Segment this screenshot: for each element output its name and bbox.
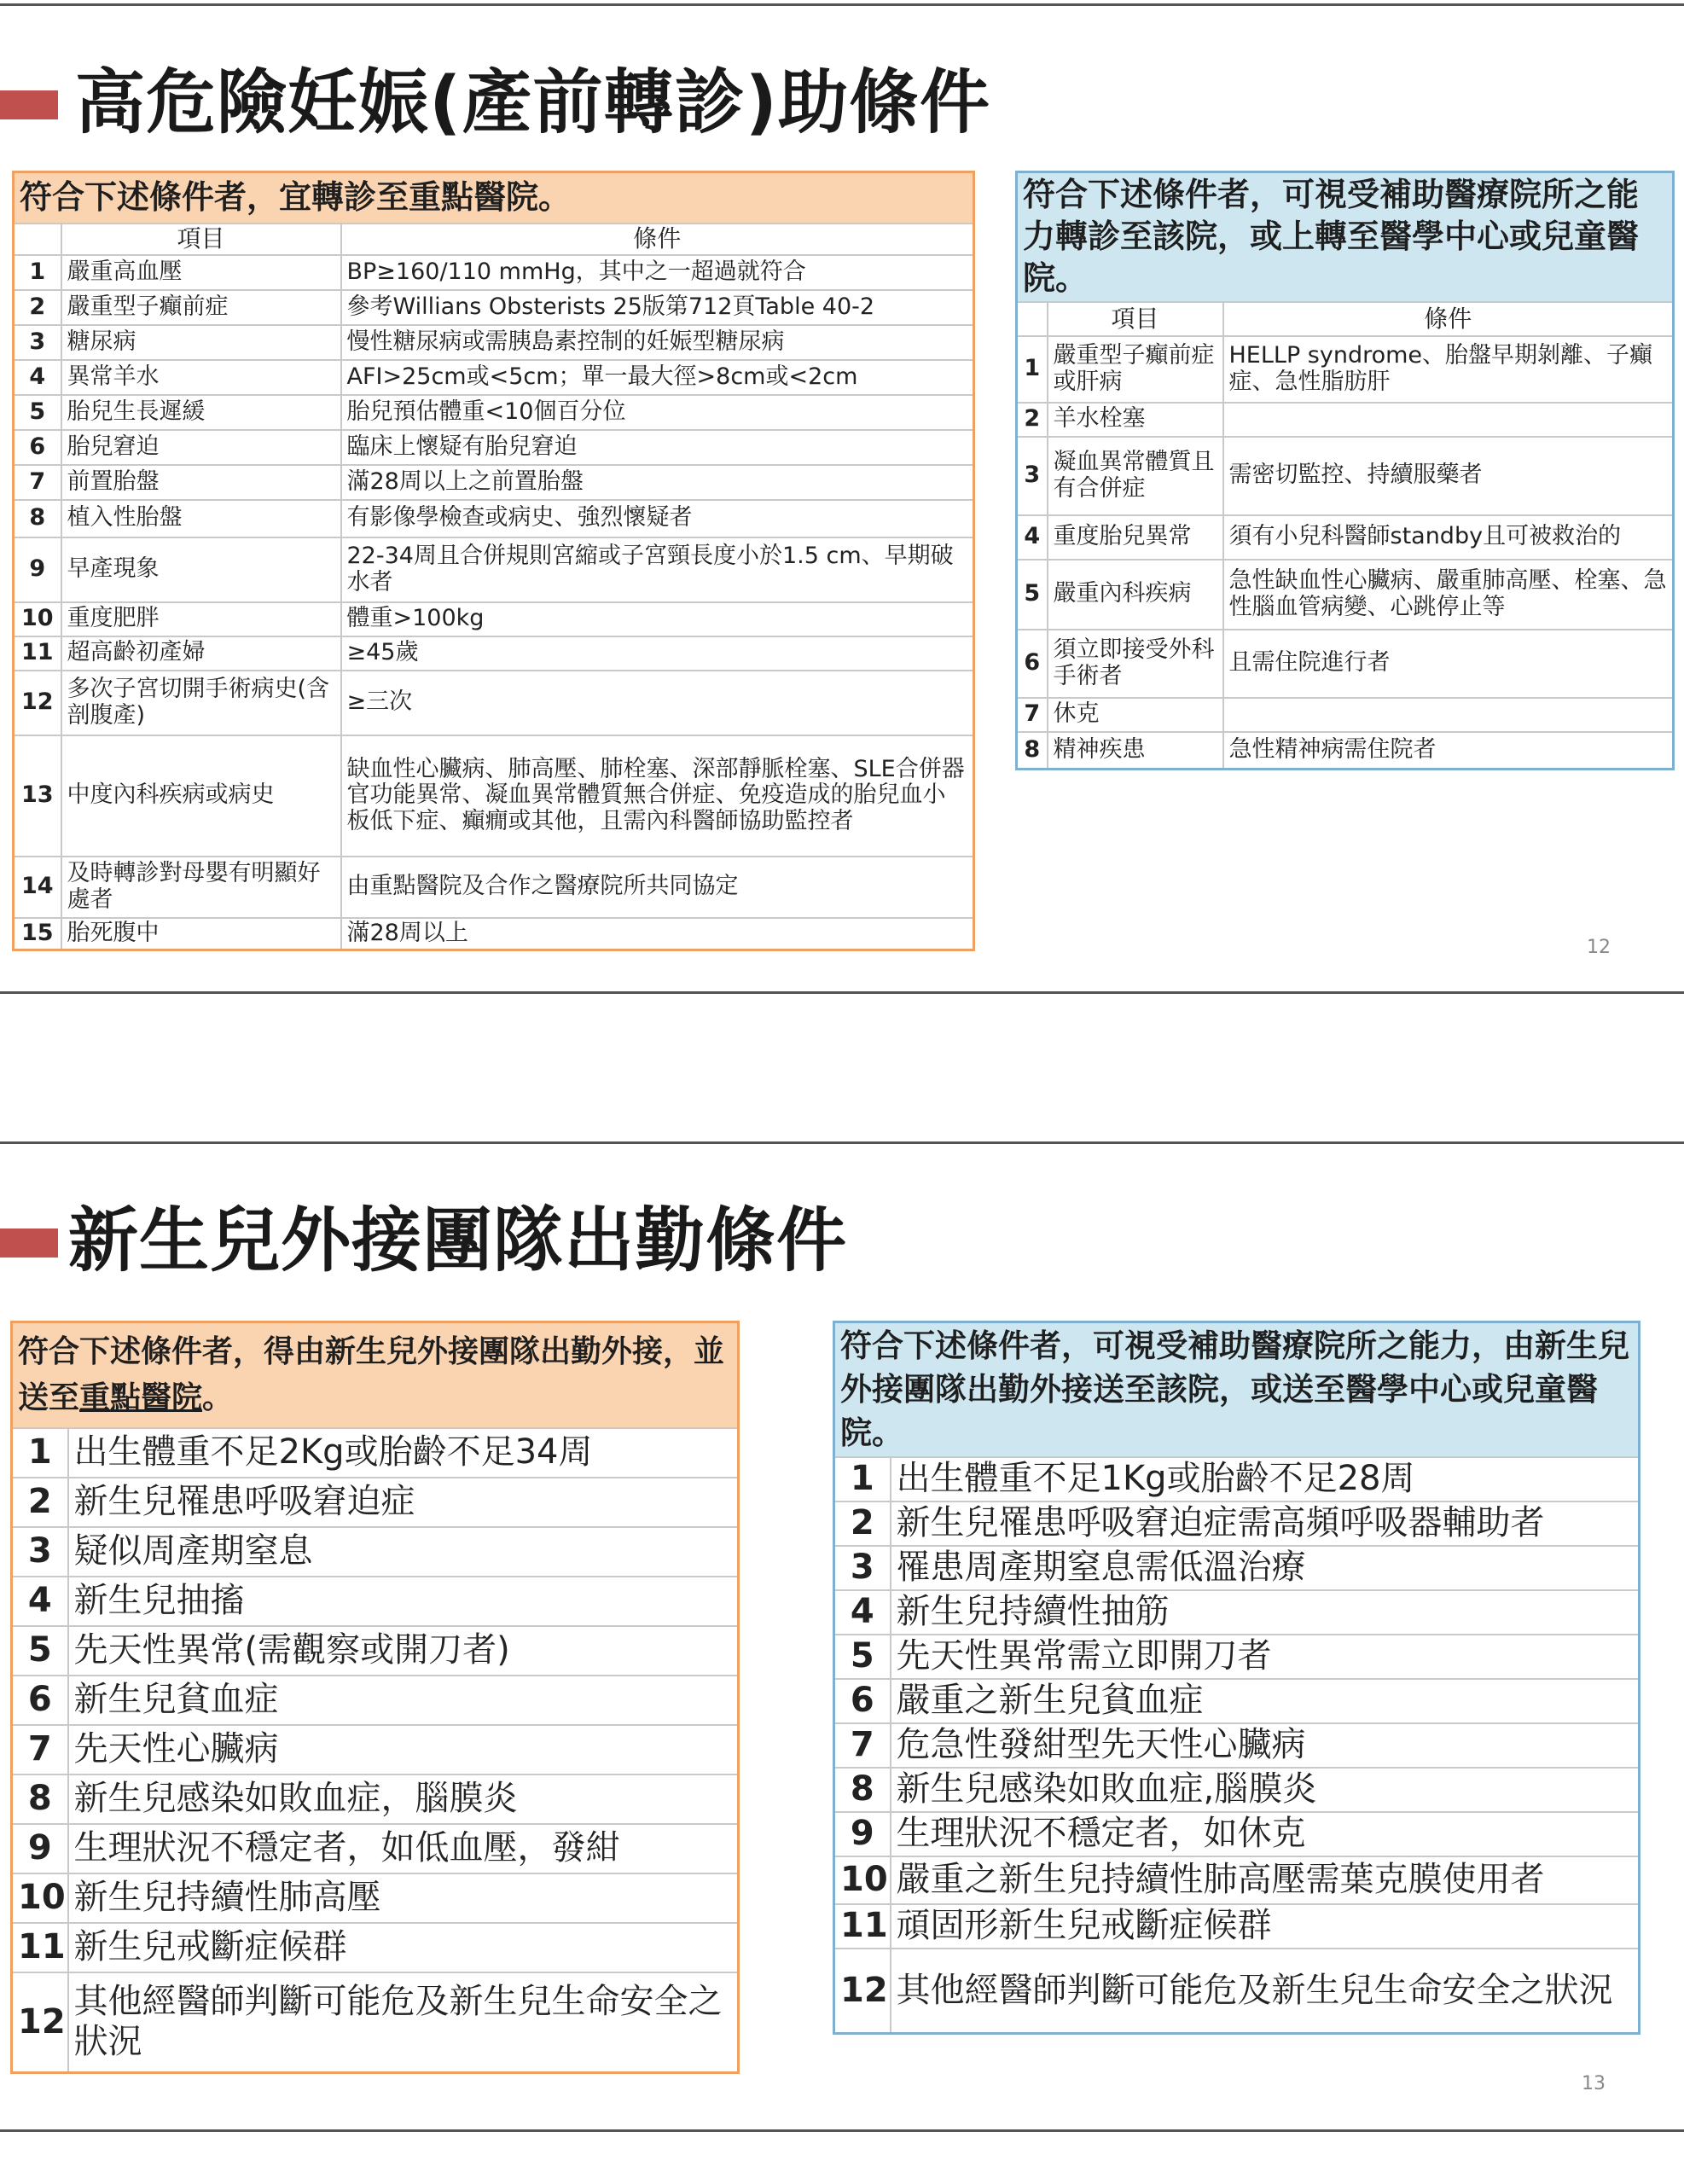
row-number: 1 [834,1457,891,1502]
row-text: 先天性異常(需觀察或開刀者) [68,1626,739,1676]
row-number: 4 [14,360,61,395]
row-number: 5 [12,1626,68,1676]
row-number: 7 [12,1725,68,1774]
row-condition: 急性精神病需住院者 [1223,732,1674,770]
row-number: 5 [14,395,61,430]
row-text: 新生兒持續性抽筋 [891,1590,1640,1635]
row-item: 嚴重內科疾病 [1048,560,1223,630]
row-text: 先天性心臟病 [68,1725,739,1774]
row-number: 8 [14,500,61,537]
row-number: 1 [12,1428,68,1478]
slide1-page-number: 12 [1587,937,1611,958]
row-text: 新生兒戒斷症候群 [68,1923,739,1972]
row-text: 出生體重不足1Kg或胎齡不足28周 [891,1457,1640,1502]
row-number: 6 [1017,630,1048,698]
row-condition: 臨床上懷疑有胎兒窘迫 [341,430,974,465]
slide1-title-accent [0,90,58,119]
row-number: 12 [12,1972,68,2073]
row-number: 13 [14,735,61,857]
row-item: 胎死腹中 [61,918,341,950]
row-number: 7 [834,1723,891,1768]
row-item: 糖尿病 [61,325,341,360]
row-text: 生理狀況不穩定者，如低血壓，發紺 [68,1824,739,1873]
row-number: 14 [14,857,61,918]
row-condition: 且需住院進行者 [1223,630,1674,698]
row-item: 前置胎盤 [61,465,341,500]
row-number: 9 [14,537,61,602]
col-num-header [1017,302,1048,336]
row-condition: 缺血性心臟病、肺高壓、肺栓塞、深部靜脈栓塞、SLE合併器官功能異常、凝血異常體質無合併症、免疫造成的胎兒血小板低下症、癲癇或其他，且需內科醫師協助監控者 [341,735,974,857]
slide2-right-table [833,1321,1640,2035]
row-condition: 體重>100kg [341,602,974,636]
row-number: 5 [834,1635,891,1679]
row-number: 7 [1017,698,1048,732]
row-item: 嚴重高血壓 [61,255,341,290]
row-condition: 22-34周且合併規則宮縮或子宮頸長度小於1.5 cm、早期破水者 [341,537,974,602]
row-number: 12 [14,671,61,735]
slide1-right-header: 符合下述條件者，可視受補助醫療院所之能力轉診至該院，或上轉至醫學中心或兒童醫院。 [1017,172,1674,302]
row-condition: ≥三次 [341,671,974,735]
row-number: 10 [14,602,61,636]
row-condition [1223,403,1674,437]
row-text: 嚴重之新生兒持續性肺高壓需葉克膜使用者 [891,1856,1640,1904]
row-text: 危急性發紺型先天性心臟病 [891,1723,1640,1768]
slide2-page-number: 13 [1582,2073,1606,2094]
row-number: 6 [14,430,61,465]
row-number: 6 [834,1679,891,1723]
col-item-header: 項目 [61,224,341,255]
slide2-bottom-border [0,2129,1684,2132]
row-item: 重度胎兒異常 [1048,515,1223,560]
slide2-top-border [0,1141,1684,1144]
row-item: 超高齡初產婦 [61,636,341,671]
row-text: 新生兒貧血症 [68,1676,739,1725]
row-condition: 慢性糖尿病或需胰島素控制的妊娠型糖尿病 [341,325,974,360]
row-condition [1223,698,1674,732]
row-number: 10 [12,1873,68,1923]
row-number: 1 [14,255,61,290]
row-condition: 參考Willians Obsterists 25版第712頁Table 40-2 [341,290,974,325]
row-number: 8 [1017,732,1048,770]
row-number: 8 [12,1774,68,1824]
row-number: 2 [14,290,61,325]
row-number: 7 [14,465,61,500]
row-number: 10 [834,1856,891,1904]
row-condition: HELLP syndrome、胎盤早期剝離、子癲症、急性脂肪肝 [1223,336,1674,403]
row-condition: BP≥160/110 mmHg，其中之一超過就符合 [341,255,974,290]
row-number: 8 [834,1768,891,1812]
row-number: 4 [12,1577,68,1626]
row-number: 11 [14,636,61,671]
row-text: 其他經醫師判斷可能危及新生兒生命安全之狀況 [68,1972,739,2073]
row-number: 12 [834,1949,891,2034]
row-number: 3 [1017,437,1048,515]
row-item: 精神疾患 [1048,732,1223,770]
row-number: 3 [834,1546,891,1590]
row-number: 6 [12,1676,68,1725]
slide2-left-table [10,1321,740,2074]
row-text: 新生兒感染如敗血症,腦膜炎 [891,1768,1640,1812]
row-item: 胎兒窘迫 [61,430,341,465]
row-item: 羊水栓塞 [1048,403,1223,437]
row-item: 胎兒生長遲緩 [61,395,341,430]
row-number: 11 [834,1904,891,1949]
header-text-end: 。 [202,1380,234,1415]
slide1-title: 高危險妊娠(產前轉診)助條件 [75,62,990,143]
col-condition-header: 條件 [341,224,974,255]
row-item: 重度肥胖 [61,602,341,636]
row-condition: ≥45歲 [341,636,974,671]
row-text: 新生兒感染如敗血症，腦膜炎 [68,1774,739,1824]
row-item: 休克 [1048,698,1223,732]
slide2-title-accent [0,1228,58,1258]
row-number: 15 [14,918,61,950]
row-condition: 有影像學檢查或病史、強烈懷疑者 [341,500,974,537]
row-text: 先天性異常需立即開刀者 [891,1635,1640,1679]
row-text: 罹患周產期窒息需低溫治療 [891,1546,1640,1590]
row-condition: 須有小兒科醫師standby且可被救治的 [1223,515,1674,560]
row-number: 2 [834,1502,891,1546]
row-condition: 滿28周以上 [341,918,974,950]
slide1-left-header: 符合下述條件者，宜轉診至重點醫院。 [14,172,974,224]
col-condition-header: 條件 [1223,302,1674,336]
row-item: 須立即接受外科手術者 [1048,630,1223,698]
row-number: 2 [1017,403,1048,437]
row-text: 新生兒罹患呼吸窘迫症需高頻呼吸器輔助者 [891,1502,1640,1546]
slide2-title: 新生兒外接團隊出勤條件 [68,1200,848,1281]
row-text: 新生兒罹患呼吸窘迫症 [68,1478,739,1527]
row-text: 生理狀況不穩定者，如休克 [891,1812,1640,1856]
row-number: 5 [1017,560,1048,630]
row-number: 3 [12,1527,68,1577]
col-num-header [14,224,61,255]
header-underlined-text: 重點醫院 [79,1380,203,1415]
slide1-right-table [1015,171,1675,770]
row-number: 2 [12,1478,68,1527]
slide1-left-table [12,171,975,951]
row-condition: 滿28周以上之前置胎盤 [341,465,974,500]
row-item: 早產現象 [61,537,341,602]
row-item: 及時轉診對母嬰有明顯好處者 [61,857,341,918]
row-text: 新生兒持續性肺高壓 [68,1873,739,1923]
header-text: 符合下述條件者，得由新生兒外接團隊出勤外接，並送至 [18,1333,725,1415]
row-condition: 急性缺血性心臟病、嚴重肺高壓、栓塞、急性腦血管病變、心跳停止等 [1223,560,1674,630]
row-text: 其他經醫師判斷可能危及新生兒生命安全之狀況 [891,1949,1640,2034]
row-condition: 胎兒預估體重<10個百分位 [341,395,974,430]
slide1-top-border [0,3,1684,6]
row-text: 疑似周產期窒息 [68,1527,739,1577]
row-item: 植入性胎盤 [61,500,341,537]
row-item: 嚴重型子癲前症或肝病 [1048,336,1223,403]
row-item: 異常羊水 [61,360,341,395]
row-item: 中度內科疾病或病史 [61,735,341,857]
row-item: 嚴重型子癲前症 [61,290,341,325]
row-condition: AFI>25cm或<5cm；單一最大徑>8cm或<2cm [341,360,974,395]
row-number: 1 [1017,336,1048,403]
slide2-right-header: 符合下述條件者，可視受補助醫療院所之能力，由新生兒外接團隊出勤外接送至該院，或送至醫學中心或兒童醫院。 [834,1322,1640,1457]
row-number: 4 [834,1590,891,1635]
row-condition: 需密切監控、持續服藥者 [1223,437,1674,515]
slide2-left-header [12,1322,739,1428]
row-number: 9 [12,1824,68,1873]
col-item-header: 項目 [1048,302,1223,336]
row-number: 9 [834,1812,891,1856]
row-condition: 由重點醫院及合作之醫療院所共同協定 [341,857,974,918]
row-text: 新生兒抽搐 [68,1577,739,1626]
row-number: 11 [12,1923,68,1972]
slide1-bottom-border [0,991,1684,994]
row-text: 出生體重不足2Kg或胎齡不足34周 [68,1428,739,1478]
row-item: 多次子宮切開手術病史(含剖腹產) [61,671,341,735]
row-item: 凝血異常體質且有合併症 [1048,437,1223,515]
row-number: 4 [1017,515,1048,560]
row-text: 頑固形新生兒戒斷症候群 [891,1904,1640,1949]
row-number: 3 [14,325,61,360]
row-text: 嚴重之新生兒貧血症 [891,1679,1640,1723]
